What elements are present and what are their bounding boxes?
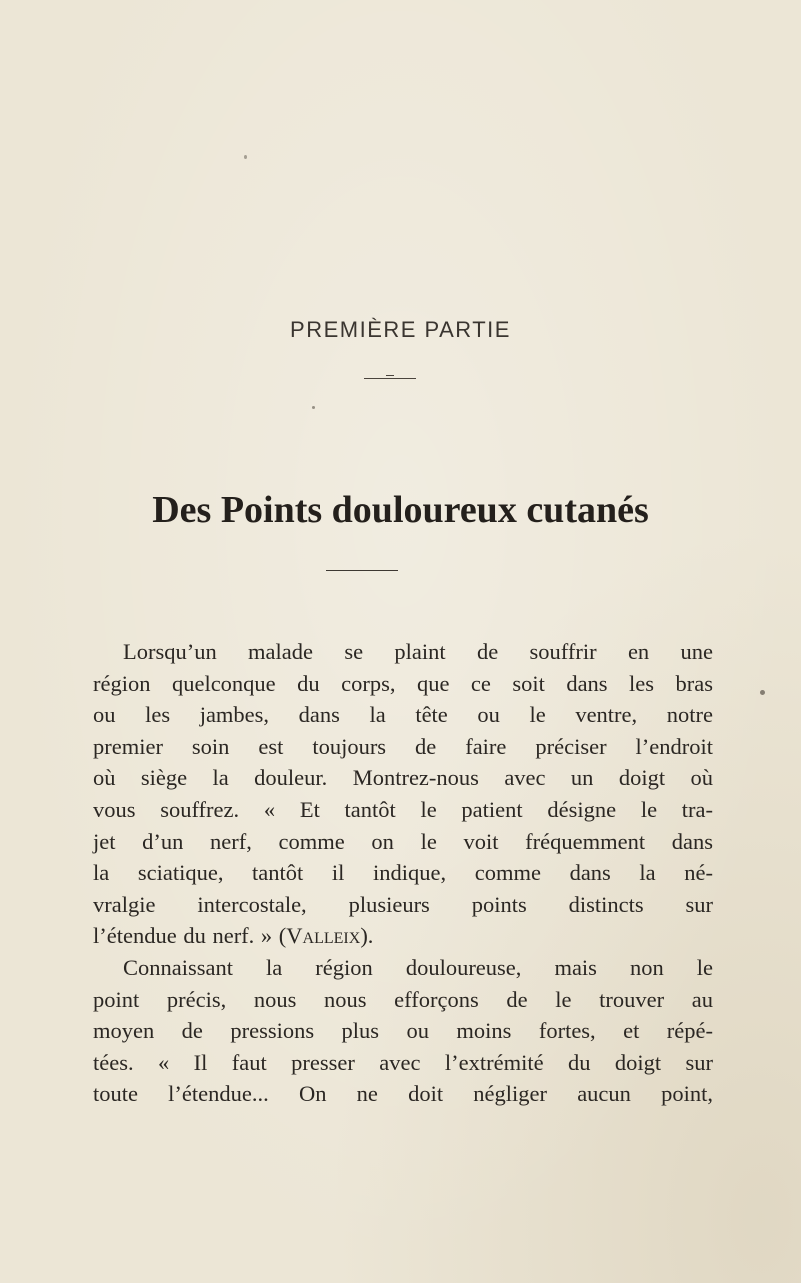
paper-speck xyxy=(760,690,765,695)
part-title: PREMIÈRE PARTIE xyxy=(290,317,511,342)
text-line: jet d’un nerf, comme on le voit fréquemment dans xyxy=(93,828,713,854)
text-fragment: ). xyxy=(360,923,374,949)
text-line: tées. « Il faut presser avec l’extrémité du doigt sur xyxy=(93,1049,713,1075)
text-line: Lorsqu’un malade se plaint de souffrir en une xyxy=(123,639,713,664)
text-line: où siège la douleur. Montrez-nous avec un doigt où xyxy=(93,765,713,791)
text-line: premier soin est toujours de faire préciser l’endroit xyxy=(93,733,713,759)
citation-author: Valleix xyxy=(286,923,361,949)
title-rule xyxy=(326,570,398,571)
paper-speck xyxy=(312,406,315,409)
paper-speck xyxy=(244,155,247,159)
text-line: point précis, nous nous efforçons de le trouver au xyxy=(93,986,713,1012)
body-text xyxy=(93,636,713,1110)
text-line: Connaissant la région douloureuse, mais non le xyxy=(123,954,713,980)
text-line: toute l’étendue... On ne doit négliger aucun point, xyxy=(93,1081,713,1107)
text-line xyxy=(93,920,713,952)
text-line: ou les jambes, dans la tête ou le ventre, notre xyxy=(93,702,713,728)
text-line: la sciatique, tantôt il indique, comme dans la né- xyxy=(93,860,713,886)
text-fragment: l’étendue du nerf. » ( xyxy=(93,923,287,949)
text-line: moyen de pressions plus ou moins fortes, et répé- xyxy=(93,1018,713,1044)
decorative-ornament xyxy=(364,378,416,379)
chapter-title: Des Points douloureux cutanés xyxy=(152,489,649,531)
text-line: vralgie intercostale, plusieurs points distincts sur xyxy=(93,891,713,917)
text-line: vous souffrez. « Et tantôt le patient désigne le tra- xyxy=(93,796,713,822)
text-line: région quelconque du corps, que ce soit dans les bras xyxy=(93,670,713,696)
